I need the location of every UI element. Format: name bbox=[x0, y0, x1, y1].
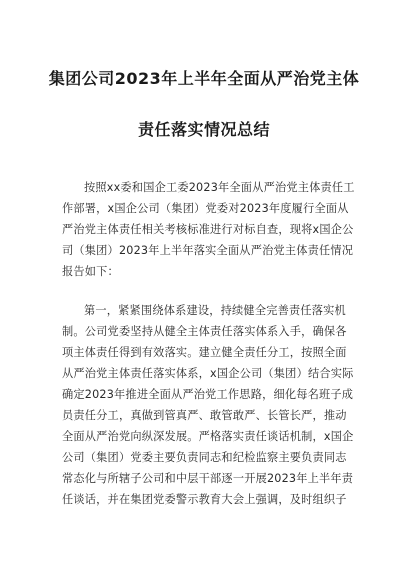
paragraph-line: 严治党主体责任相关考核标准进行对标自查，现将x国企公 bbox=[62, 223, 354, 236]
paragraph-line: 制。公司党委坚持从健全主体责任落实体系入手，确保各 bbox=[62, 325, 347, 338]
document-title-line-1: 集团公司2023年上半年全面从严治党主体 bbox=[48, 69, 360, 88]
paragraph-line: 第一，紧紧围绕体系建设，持续健全完善责任落实机 bbox=[84, 304, 346, 317]
paragraph-line: 从严治党主体责任落实体系，x国企公司（集团）结合实际 bbox=[62, 367, 354, 380]
document-title-line-2: 责任落实情况总结 bbox=[137, 120, 270, 139]
paragraph-line: 全面从严治党向纵深发展。严格落实责任谈话机制，x国企 bbox=[62, 430, 354, 443]
paragraph-line: 确定2023年推进全面从严治党工作思路，细化每名班子成 bbox=[62, 388, 354, 401]
paragraph-line: 报告如下： bbox=[62, 265, 119, 278]
paragraph-line: 常态化与所辖子公司和中层干部逐一开展2023年上半年责 bbox=[62, 472, 354, 485]
paragraph-line: 项主体责任得到有效落实。建立健全责任分工，按照全面 bbox=[62, 346, 347, 359]
paragraph-line: 司（集团）2023年上半年落实全面从严治党主体责任情况 bbox=[62, 244, 354, 257]
paragraph-line: 员责任分工，真做到管真严、敢管敢严、长管长严，推动 bbox=[62, 409, 347, 422]
paragraph-line: 公司（集团）党委主要负责同志和纪检监察主要负责同志 bbox=[62, 451, 347, 464]
paragraph-line: 任谈话，并在集团党委警示教育大会上强调，及时组织子 bbox=[62, 493, 347, 506]
paragraph-line: 作部署，x国企公司（集团）党委对2023年度履行全面从 bbox=[62, 202, 349, 215]
paragraph-line: 按照xx委和国企工委2023年全面从严治党主体责任工 bbox=[84, 181, 355, 194]
